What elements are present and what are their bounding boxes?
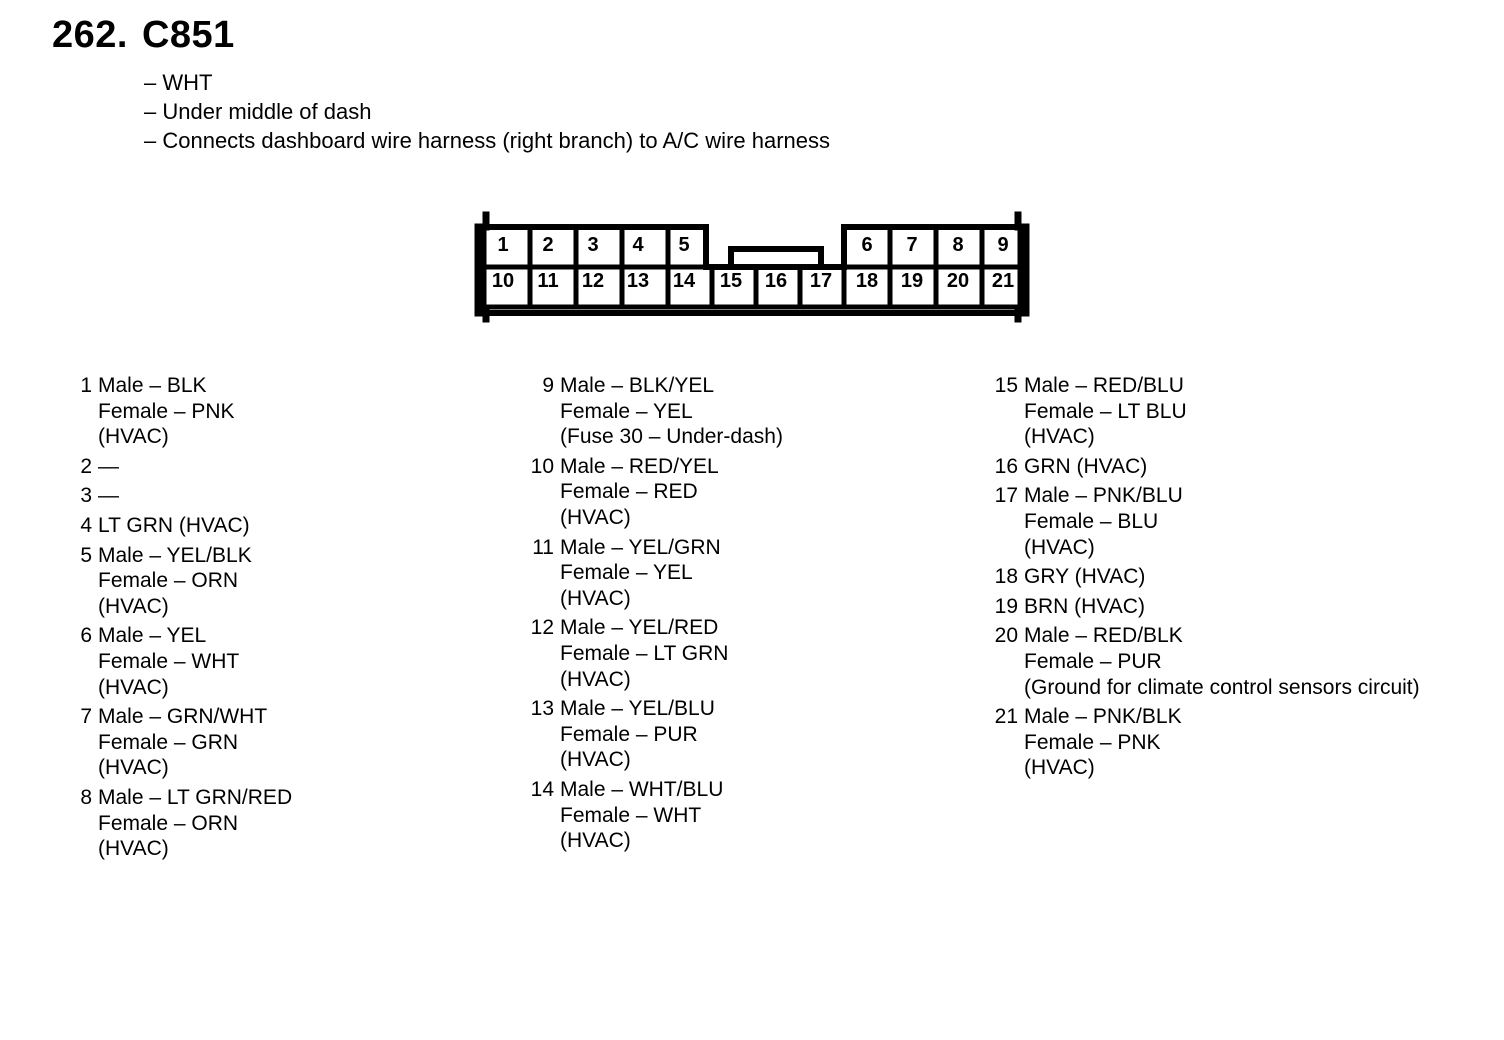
pin-label-2: 2 xyxy=(542,234,554,256)
pin-desc-line: (HVAC) xyxy=(1024,535,1095,559)
pin-label-4: 4 xyxy=(632,234,644,256)
pin-desc-line: Male – YEL xyxy=(98,624,207,648)
section-number: 262. xyxy=(52,14,128,56)
pin-desc-line: Female – PNK xyxy=(98,399,235,423)
pin-desc-line: Female – YEL xyxy=(560,561,693,585)
pin-number: 14 xyxy=(530,777,554,801)
pin-number: 18 xyxy=(994,565,1018,589)
pin-label-1: 1 xyxy=(497,234,509,256)
pin-desc-line: Female – WHT xyxy=(560,803,702,827)
pin-desc-line: GRY (HVAC) xyxy=(1024,565,1146,589)
pin-desc-line: (HVAC) xyxy=(98,594,169,618)
pin-label-19: 19 xyxy=(900,270,924,292)
pin-desc-line: Female – RED xyxy=(560,480,698,504)
pin-label-3: 3 xyxy=(587,234,599,256)
pin-desc-line: Female – LT BLU xyxy=(1024,399,1187,423)
pin-entry xyxy=(60,373,292,450)
pin-desc-line: Male – YEL/BLU xyxy=(560,697,715,721)
pin-cell-3 xyxy=(576,227,622,267)
pin-list-column-2 xyxy=(522,373,783,858)
pin-desc-line: BRN (HVAC) xyxy=(1024,594,1145,618)
pin-entry xyxy=(986,704,1420,781)
pin-label-17: 17 xyxy=(809,270,833,292)
pin-desc-line: Female – PUR xyxy=(560,722,698,746)
pin-desc-line: Female – LT GRN xyxy=(560,641,729,665)
pin-desc-line: Male – LT GRN/RED xyxy=(98,785,293,809)
pin-number: 4 xyxy=(80,513,92,537)
pin-desc-line: Male – RED/BLK xyxy=(1024,624,1183,648)
pin-label-12: 12 xyxy=(581,270,605,292)
pin-number: 11 xyxy=(532,535,554,559)
pin-label-10: 10 xyxy=(491,270,515,292)
pin-entry xyxy=(60,513,292,539)
pin-label-20: 20 xyxy=(946,270,970,292)
pin-desc-line: Male – YEL/BLK xyxy=(98,543,252,567)
pin-entry xyxy=(522,373,783,450)
pin-number: 8 xyxy=(80,785,92,809)
pin-number: 17 xyxy=(994,484,1018,508)
pin-entry xyxy=(60,704,292,781)
pin-desc-line: Female – PNK xyxy=(1024,730,1161,754)
connector-notes xyxy=(144,68,830,155)
pin-number: 7 xyxy=(80,705,92,729)
pin-entry xyxy=(986,483,1420,560)
pin-desc-line: GRN (HVAC) xyxy=(1024,454,1148,478)
pin-desc-line: (Ground for climate control sensors circuit) xyxy=(1024,675,1420,699)
pin-desc-line: Male – BLK/YEL xyxy=(560,374,715,397)
pin-desc-line: (HVAC) xyxy=(98,837,169,861)
pin-number: 13 xyxy=(530,697,554,721)
pin-desc-line: (HVAC) xyxy=(1024,756,1095,780)
pin-desc-line: Male – WHT/BLU xyxy=(560,777,724,801)
pin-label-18: 18 xyxy=(855,270,879,292)
pin-entry xyxy=(522,615,783,692)
pin-desc-line: Male – YEL/RED xyxy=(560,616,719,640)
pin-number: 16 xyxy=(994,454,1018,478)
pin-desc-line: (HVAC) xyxy=(560,667,631,691)
pin-number: 19 xyxy=(994,594,1018,618)
pin-entry xyxy=(986,623,1420,700)
pin-label-15: 15 xyxy=(719,270,743,292)
bottom-row xyxy=(484,267,1020,307)
pin-entry xyxy=(60,543,292,620)
pin-entry xyxy=(60,483,292,509)
pin-entry xyxy=(60,623,292,700)
pin-entry xyxy=(522,777,783,854)
pin-entry xyxy=(522,535,783,612)
pin-desc-line: Female – ORN xyxy=(98,811,239,835)
pin-label-13: 13 xyxy=(626,270,650,292)
pin-label-16: 16 xyxy=(764,270,788,292)
pin-entry xyxy=(60,785,292,862)
pin-desc-line: Female – PUR xyxy=(1024,649,1162,673)
pin-number: 2 xyxy=(80,454,92,478)
pin-desc-line: Female – WHT xyxy=(98,649,240,673)
pin-entry xyxy=(986,373,1420,450)
pin-desc-line: — xyxy=(98,454,119,478)
note-color: – WHT xyxy=(144,70,213,95)
note-connection: – Connects dashboard wire harness (right branch) to A/C wire harness xyxy=(144,128,831,153)
pin-entry xyxy=(522,454,783,531)
pin-cell-4 xyxy=(622,227,668,267)
pin-desc-line: LT GRN (HVAC) xyxy=(98,513,250,537)
pin-label-8: 8 xyxy=(952,234,964,256)
pin-desc-line: Male – RED/YEL xyxy=(560,454,719,478)
pin-label-9: 9 xyxy=(997,234,1009,256)
pin-number: 12 xyxy=(530,616,554,640)
pin-number: 21 xyxy=(994,705,1018,729)
page-title xyxy=(52,14,235,57)
pin-number: 15 xyxy=(994,374,1018,397)
pin-number: 10 xyxy=(530,454,554,478)
note-location: – Under middle of dash xyxy=(144,99,372,124)
pin-desc-line: (HVAC) xyxy=(560,505,631,529)
pin-label-11: 11 xyxy=(537,270,559,292)
pin-label-21: 21 xyxy=(991,270,1015,292)
pin-desc-line: (Fuse 30 – Under-dash) xyxy=(560,425,783,449)
pin-desc-line: Male – BLK xyxy=(98,374,207,397)
pin-label-7: 7 xyxy=(906,234,918,256)
pin-number: 3 xyxy=(80,484,92,508)
pin-list-column-3 xyxy=(986,373,1420,785)
pin-label-14: 14 xyxy=(672,270,696,292)
pin-number: 5 xyxy=(80,543,92,567)
pin-desc-line: Male – YEL/GRN xyxy=(560,535,721,559)
pin-desc-line: (HVAC) xyxy=(560,586,631,610)
pin-desc-line: (HVAC) xyxy=(560,748,631,772)
pin-desc-line: Female – YEL xyxy=(560,399,693,423)
pin-desc-line: Female – ORN xyxy=(98,569,239,593)
connector-diagram xyxy=(470,205,1040,325)
pin-desc-line: (HVAC) xyxy=(98,425,169,449)
pin-desc-line: — xyxy=(98,484,119,508)
pin-label-5: 5 xyxy=(678,234,690,256)
pin-desc-line: Male – PNK/BLU xyxy=(1024,484,1183,508)
pin-desc-line: (HVAC) xyxy=(1024,425,1095,449)
pin-desc-line: (HVAC) xyxy=(98,756,169,780)
pin-desc-line: Male – RED/BLU xyxy=(1024,374,1184,397)
pin-desc-line: Male – PNK/BLK xyxy=(1024,705,1182,729)
pin-desc-line: Female – GRN xyxy=(98,730,239,754)
pin-desc-line: (HVAC) xyxy=(98,675,169,699)
connector-id: C851 xyxy=(141,14,235,56)
pin-entry xyxy=(986,454,1420,480)
pin-entry xyxy=(522,696,783,773)
pin-list-column-1 xyxy=(60,373,292,866)
pin-entry xyxy=(986,564,1420,590)
pin-number: 20 xyxy=(994,624,1018,648)
pin-number: 9 xyxy=(542,374,554,397)
pin-entry xyxy=(986,594,1420,620)
pin-desc-line: Male – GRN/WHT xyxy=(98,705,268,729)
pin-number: 6 xyxy=(80,624,92,648)
pin-desc-line: (HVAC) xyxy=(560,829,631,853)
pin-entry xyxy=(60,454,292,480)
pin-number: 1 xyxy=(80,374,92,397)
pin-desc-line: Female – BLU xyxy=(1024,509,1159,533)
pin-label-6: 6 xyxy=(861,234,873,256)
